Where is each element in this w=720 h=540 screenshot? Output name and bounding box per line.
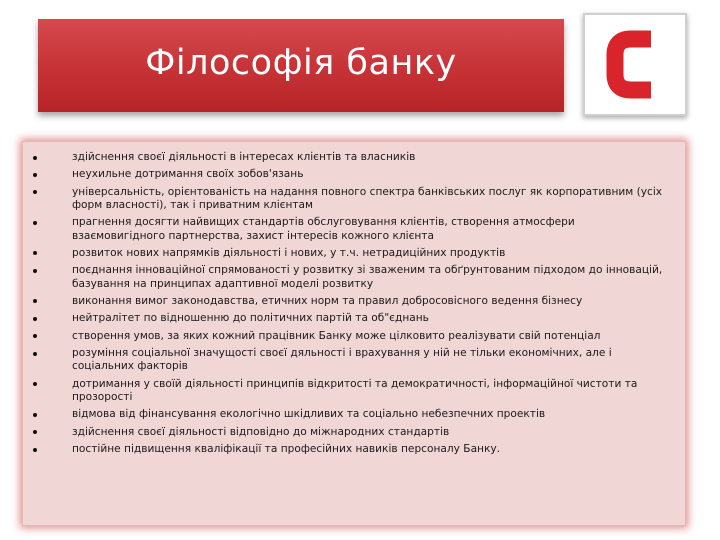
bullet-dot-icon	[33, 430, 37, 434]
list-item	[23, 426, 687, 439]
list-item	[23, 151, 687, 164]
list-item	[23, 216, 687, 242]
list-item	[23, 295, 687, 308]
bullet-dot-icon	[33, 317, 37, 321]
bullet-dot-icon	[33, 156, 37, 160]
list-item-text: нейтралітет по відношенню до політичних партій та об"єднань	[72, 312, 429, 325]
list-item-text: прагнення досягти найвищих стандартів обслуговування клієнтів, створення атмосфери взаємовигідного партнерства, захист інтересів кожного клієнта	[72, 216, 575, 242]
brand-c-logo-icon	[585, 15, 685, 114]
list-item-text: здійснення своєї діяльності відповідно до міжнародних стандартів	[72, 425, 450, 438]
list-item	[23, 264, 687, 290]
bullet-dot-icon	[33, 413, 37, 417]
bullet-dot-icon	[33, 382, 37, 386]
list-item-text: розвиток нових напрямків діяльності і нових, у т.ч. нетрадиційних продуктів	[72, 246, 506, 259]
list-item-text: створення умов, за яких кожний працівник Банку може цілковито реалізувати свій потенціал	[72, 329, 601, 342]
bullet-list	[23, 151, 687, 460]
bank-logo	[583, 13, 687, 116]
bullet-dot-icon	[33, 173, 37, 177]
bullet-dot-icon	[33, 190, 37, 194]
bullet-dot-icon	[33, 299, 37, 303]
bullet-dot-icon	[33, 352, 37, 356]
list-item	[23, 330, 687, 343]
list-item-text: відмова від фінансування екологічно шкідливих та соціально небезпечних проектів	[72, 408, 546, 421]
list-item	[23, 186, 687, 212]
bullet-dot-icon	[33, 334, 37, 338]
list-item	[23, 347, 687, 373]
bullet-dot-icon	[33, 448, 37, 452]
list-item-text: універсальність, орієнтованість на надання повного спектра банківських послуг як корпоративним (усіх форм власності), так і приватним клієнтам	[72, 185, 663, 211]
content-panel	[22, 141, 686, 526]
list-item	[23, 247, 687, 260]
list-item-text: здійснення своєї діяльності в інтересах клієнтів та власників	[72, 151, 416, 163]
bullet-dot-icon	[33, 221, 37, 225]
list-item-text: постійне підвищення кваліфікації та професійних навиків персоналу Банку.	[72, 443, 501, 456]
page-title: Філософія банку	[145, 43, 457, 83]
list-item	[23, 312, 687, 325]
list-item	[23, 443, 687, 456]
list-item-text: виконання вимог законодавства, етичних норм та правил добросовісного ведення бізнесу	[72, 294, 583, 307]
list-item-text: неухильне дотримання своїх зобов'язань	[72, 168, 304, 181]
list-item-text: дотримання у своїй діяльності принципів відкритості та демократичності, інформаційної чистоти та прозорості	[72, 377, 638, 403]
bullet-dot-icon	[33, 269, 37, 273]
list-item-text: поєднання інноваційної спрямованості у розвитку зі зваженим та обґрунтованим підходом до інновацій, базування на принципах адаптивної моделі розвитку	[72, 264, 663, 290]
list-item	[23, 378, 687, 404]
title-banner	[38, 19, 564, 112]
list-item	[23, 408, 687, 421]
list-item	[23, 168, 687, 181]
bullet-dot-icon	[33, 251, 37, 255]
list-item-text: розуміння соціальної значущості своєї дяльності і врахування у ній не тільки економічних, але і соціальних факторів	[72, 347, 612, 373]
